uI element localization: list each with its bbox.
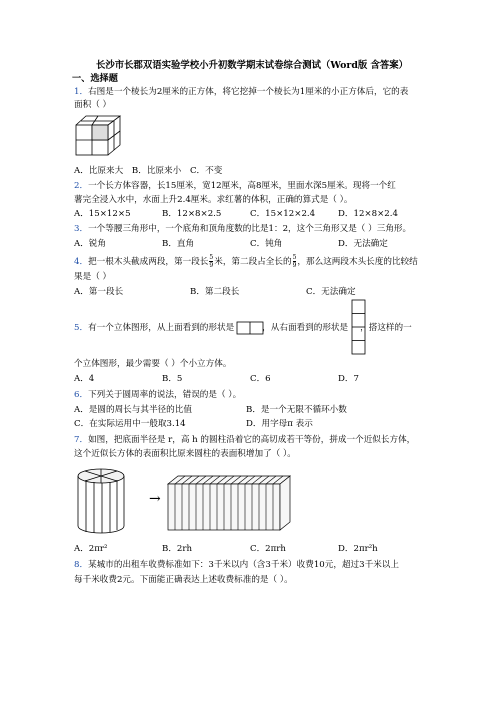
q4-line2: 果是（ ） bbox=[74, 272, 112, 282]
q7-option-d: D．2πr²h bbox=[338, 544, 378, 554]
q4-fraction-1-numerator: 5 bbox=[209, 254, 214, 261]
q6-text: 下列关于圆周率的说法，错误的是（ ）。 bbox=[88, 390, 242, 400]
q1-option-a: A．比原来大 bbox=[74, 166, 124, 176]
q1-line2: 面积（ ） bbox=[74, 100, 112, 110]
q8-line2: 每千米收费2元。下面能正确表达上述收费标准的是（ ）。 bbox=[74, 575, 293, 585]
q2-number: 2． bbox=[74, 181, 89, 191]
q6-option-d: D．用字母π 表示 bbox=[246, 419, 313, 429]
q4-option-a: A．第一段长 bbox=[74, 287, 124, 297]
q5-option-b: B．5 bbox=[162, 374, 183, 384]
q3-text: 一个等腰三角形中，一个底角和顶角度数的比是1：2，这个三角形又是（ ）三角形。 bbox=[88, 224, 412, 234]
q5-text-b: ，从右面看到的形状是 bbox=[262, 323, 349, 333]
q2-option-a: A．15×12×5 bbox=[74, 209, 131, 219]
q5-number: 5． bbox=[74, 323, 89, 333]
q3-option-d: D．无法确定 bbox=[338, 239, 388, 249]
q6-option-b: B．是一个无限不循环小数 bbox=[246, 405, 347, 415]
q1-option-c: C．不变 bbox=[189, 166, 223, 176]
q7-option-a: A．2πr² bbox=[74, 544, 108, 554]
q1-cube-figure bbox=[74, 113, 124, 157]
q4-fraction-2-numerator: 5 bbox=[292, 254, 297, 261]
q7-cuboid-figure bbox=[164, 474, 304, 536]
q2-line1 bbox=[74, 180, 396, 192]
q4-option-c: C．无法确定 bbox=[306, 287, 356, 297]
q4-text-b: 米，第二段占全长的 bbox=[214, 257, 292, 267]
q4-number: 4． bbox=[74, 257, 89, 267]
q7-arrow-icon: → bbox=[149, 491, 161, 507]
q1-line1 bbox=[74, 86, 408, 98]
q5-text-a: 有一个立体图形，从上面看到的形状是 bbox=[88, 323, 235, 333]
q5-option-c: C．6 bbox=[250, 374, 271, 384]
q1-text: 右图是一个棱长为2厘米的正方体，将它挖掉一个棱长为1厘米的小正方体后，它的表 bbox=[88, 87, 409, 97]
q3-line1 bbox=[74, 223, 411, 235]
q5-option-a: A．4 bbox=[74, 374, 95, 384]
q4-fraction-2 bbox=[293, 254, 297, 269]
q4-fraction-1 bbox=[209, 254, 213, 269]
q6-option-a: A．是圆的周长与其半径的比值 bbox=[74, 405, 192, 415]
q2-option-c: C．15×12×2.4 bbox=[250, 209, 316, 219]
q7-cylinder-figure bbox=[76, 466, 146, 538]
q2-text: 一个长方体容器，长15厘米，宽12厘米，高8厘米，里面水深5厘米。现将一个红 bbox=[88, 181, 396, 191]
q7-text: 如图，把底面半径是 r，高 h 的圆柱沿着它的高切成若干等份，拼成一个近似长方体， bbox=[88, 435, 416, 445]
q1-options bbox=[74, 165, 222, 177]
q7-line1 bbox=[74, 434, 415, 446]
q6-line1 bbox=[74, 389, 241, 401]
q8-text: 某城市的出租车收费标准如下：3千米以内（含3千米）收费10元，超过3千米以上 bbox=[88, 560, 399, 570]
q4-text-c: ，那么这两段木头长度的比较结 bbox=[297, 257, 418, 267]
q2-option-b: B．12×8×2.5 bbox=[162, 209, 222, 219]
q4-fraction-1-denominator: 9 bbox=[209, 262, 214, 269]
q2-line2: 薯完全浸入水中，水面上升2.4厘米。求红薯的体积，正确的算式是（ ）。 bbox=[74, 195, 353, 205]
q8-number: 8． bbox=[74, 560, 89, 570]
q3-number: 3． bbox=[74, 224, 89, 234]
q3-option-b: B．直角 bbox=[162, 239, 195, 249]
q1-number: 1． bbox=[74, 87, 89, 97]
section-heading: 一、选择题 bbox=[72, 73, 118, 84]
q4-fraction-2-denominator: 9 bbox=[292, 262, 297, 269]
q7-option-b: B．2rh bbox=[162, 544, 193, 554]
q5-top-view-figure bbox=[236, 320, 266, 336]
q3-option-c: C．钝角 bbox=[250, 239, 283, 249]
page-title: 长沙市长郡双语实验学校小升初数学期末试卷综合测试（Word版 含答案） bbox=[96, 60, 409, 71]
q8-line1 bbox=[74, 559, 399, 571]
q5-line2: 个立体图形，最少需要（ ）个小立方体。 bbox=[74, 359, 232, 369]
q3-option-a: A．锐角 bbox=[74, 239, 106, 249]
q7-option-c: C．2πrh bbox=[250, 544, 286, 554]
q5-text-c: ，搭这样的一 bbox=[360, 323, 412, 333]
q7-line2: 这个近似长方体的表面积比原来圆柱的表面积增加了（ ）。 bbox=[74, 449, 296, 459]
q6-number: 6． bbox=[74, 390, 89, 400]
q5-option-d: D．7 bbox=[338, 374, 359, 384]
q4-option-b: B．第二段长 bbox=[190, 287, 240, 297]
q6-option-c: C．在实际运用中一般取3.14 bbox=[74, 419, 186, 429]
q1-option-b: B．比原来小 bbox=[131, 166, 182, 176]
q7-number: 7． bbox=[74, 435, 89, 445]
q2-option-d: D．12×8×2.4 bbox=[338, 209, 398, 219]
q4-line1 bbox=[74, 254, 418, 269]
q4-text-a: 把一根木头截成两段，第一段长 bbox=[88, 257, 209, 267]
q5-right-view-figure bbox=[351, 299, 367, 357]
